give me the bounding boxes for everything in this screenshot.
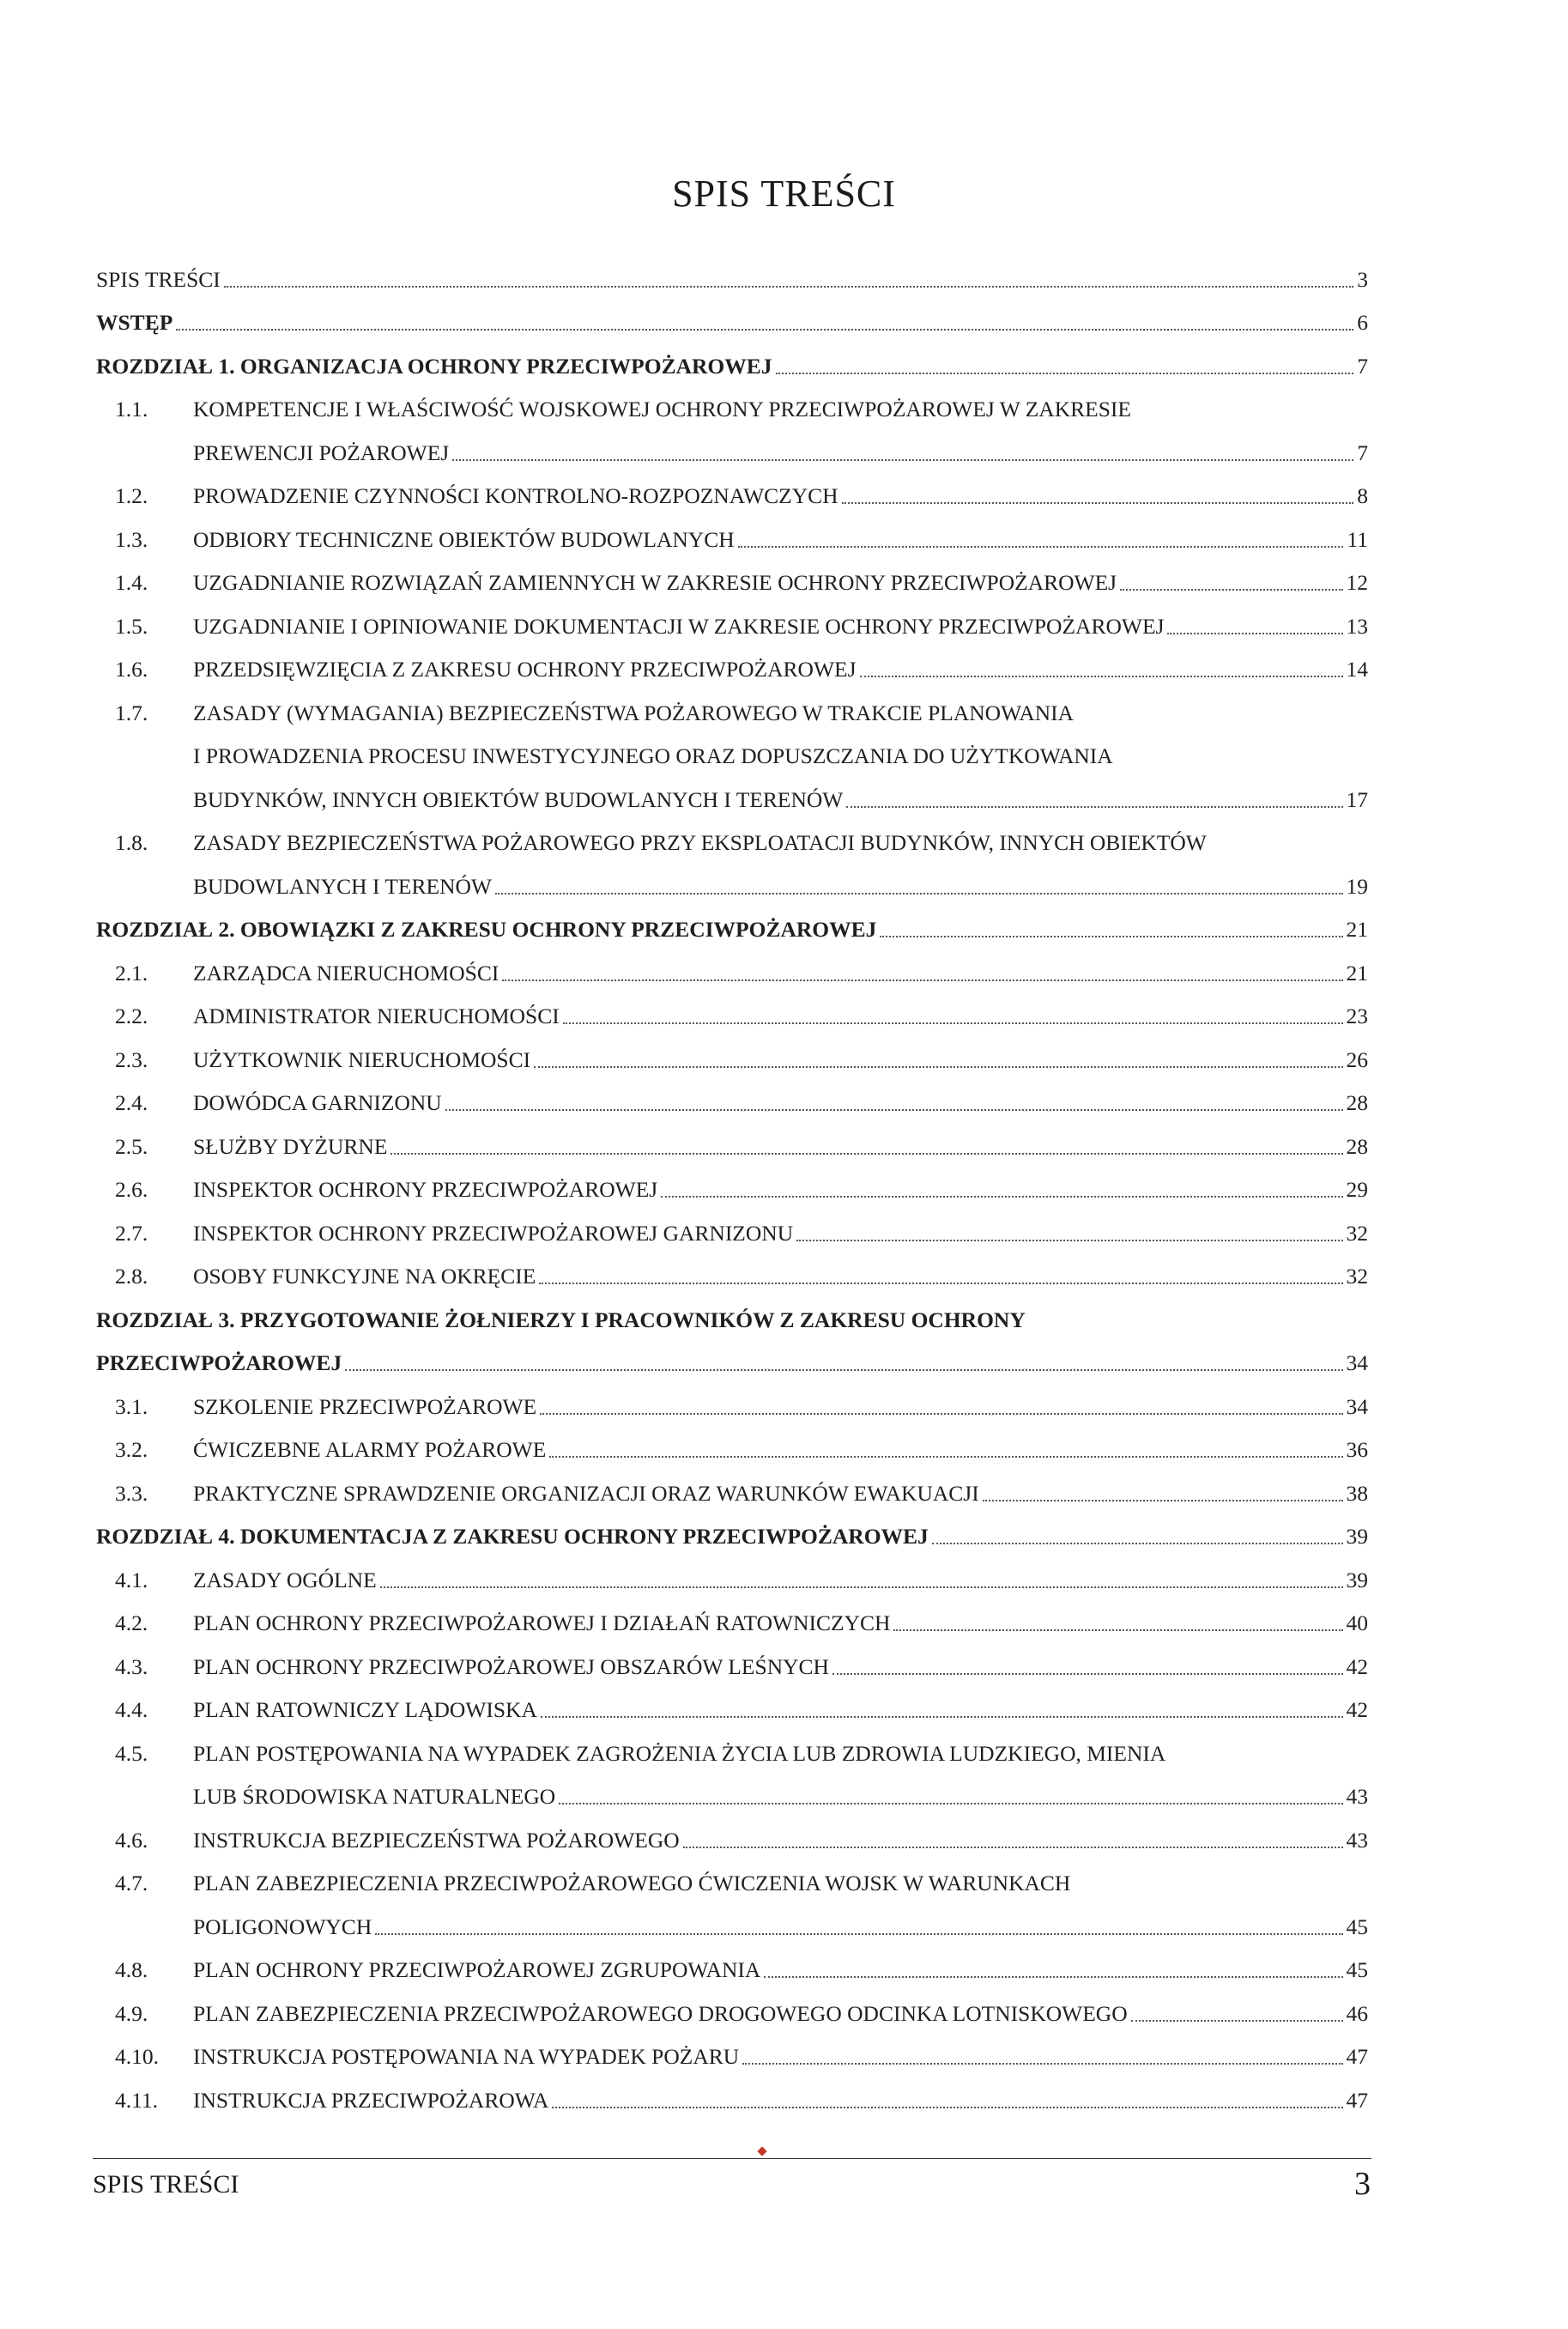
toc-entry-title: OSOBY FUNKCYJNE NA OKRĘCIE xyxy=(193,1264,536,1289)
toc-entry[interactable] xyxy=(96,466,1368,510)
toc-entry-page: 38 xyxy=(1346,1480,1368,1506)
toc-entry[interactable] xyxy=(96,1463,1368,1507)
toc-entry-title: PRAKTYCZNE SPRAWDZENIE ORGANIZACJI ORAZ WARUNKÓW EWAKUACJI xyxy=(193,1480,979,1506)
toc-entry-title: PREWENCJI POŻAROWEJ xyxy=(193,440,450,465)
toc-entry-title: DOWÓDCA GARNIZONU xyxy=(193,1090,442,1115)
toc-entry-title: PLAN ZABEZPIECZENIA PRZECIWPOŻAROWEGO DROGOWEGO ODCINKA LOTNISKOWEGO xyxy=(193,2000,1128,2026)
toc-leader-dots xyxy=(983,1500,1343,1501)
toc-entry-title: UZGADNIANIE I OPINIOWANIE DOKUMENTACJI W ZAKRESIE OCHRONY PRZECIWPOŻAROWEJ xyxy=(193,613,1165,639)
toc-entry[interactable] xyxy=(96,2070,1368,2114)
toc-entry[interactable] xyxy=(96,769,1368,813)
toc-entry-page: 45 xyxy=(1346,1914,1368,1939)
toc-entry[interactable] xyxy=(96,1203,1368,1246)
footer-rule xyxy=(93,2158,1371,2159)
toc-entry-page: 21 xyxy=(1346,917,1368,942)
toc-entry[interactable] xyxy=(96,1029,1368,1073)
toc-leader-dots xyxy=(683,1847,1343,1848)
toc-entry-title: PLAN OCHRONY PRZECIWPOŻAROWEJ I DZIAŁAŃ RATOWNICZYCH xyxy=(193,1610,891,1635)
toc-leader-dots xyxy=(390,1153,1342,1155)
toc-entry[interactable] xyxy=(96,509,1368,553)
toc-entry-page: 3 xyxy=(1357,266,1368,292)
toc-leader-dots xyxy=(375,1933,1342,1935)
toc-entry[interactable] xyxy=(96,1289,1368,1333)
toc-entry-page: 17 xyxy=(1346,786,1368,812)
toc-entry-title: ĆWICZEBNE ALARMY POŻAROWE xyxy=(193,1437,547,1462)
toc-entry-number: 4.6. xyxy=(115,1827,148,1853)
table-of-contents xyxy=(96,249,1368,2114)
footer-mark-icon xyxy=(757,2146,766,2156)
toc-entry-page: 12 xyxy=(1346,570,1368,595)
toc-entry-page: 34 xyxy=(1346,1393,1368,1419)
toc-entry-page: 42 xyxy=(1346,1653,1368,1679)
toc-entry-title: BUDOWLANYCH I TERENÓW xyxy=(193,873,492,899)
toc-entry-title: KOMPETENCJE I WŁAŚCIWOŚĆ WOJSKOWEJ OCHRONY PRZECIWPOŻAROWEJ W ZAKRESIE xyxy=(193,397,1131,422)
toc-entry-number: 2.5. xyxy=(115,1133,148,1159)
toc-entry-title: I PROWADZENIA PROCESU INWESTYCYJNEGO ORAZ DOPUSZCZANIA DO UŻYTKOWANIA xyxy=(193,743,1113,768)
toc-leader-dots xyxy=(380,1586,1343,1588)
toc-leader-dots xyxy=(893,1629,1342,1631)
toc-entry-number: 2.6. xyxy=(115,1177,148,1202)
toc-leader-dots xyxy=(539,1283,1342,1284)
toc-entry-page: 7 xyxy=(1357,353,1368,379)
toc-leader-dots xyxy=(1131,2020,1343,2022)
toc-leader-dots xyxy=(534,1066,1342,1068)
toc-leader-dots xyxy=(445,1109,1343,1111)
toc-entry-number: 2.2. xyxy=(115,1004,148,1028)
toc-entry-number: 1.1. xyxy=(115,397,148,422)
toc-entry-number: 1.8. xyxy=(115,830,148,855)
toc-entry-title: PLAN OCHRONY PRZECIWPOŻAROWEJ ZGRUPOWANIA xyxy=(193,1957,761,1982)
toc-entry[interactable] xyxy=(96,986,1368,1030)
toc-entry-title: POLIGONOWYCH xyxy=(193,1914,372,1939)
toc-entry-page: 29 xyxy=(1346,1177,1368,1202)
toc-entry-title: INSPEKTOR OCHRONY PRZECIWPOŻAROWEJ GARNIZONU xyxy=(193,1220,794,1246)
toc-leader-dots xyxy=(860,676,1343,677)
toc-entry[interactable] xyxy=(96,1723,1368,1767)
toc-entry-title: PLAN POSTĘPOWANIA NA WYPADEK ZAGROŻENIA ŻYCIA LUB ZDROWIA LUDZKIEGO, MIENIA xyxy=(193,1740,1166,1766)
toc-entry[interactable] xyxy=(96,1636,1368,1680)
toc-entry-page: 32 xyxy=(1346,1264,1368,1289)
toc-entry-number: 2.1. xyxy=(115,960,148,986)
toc-entry-title: PLAN RATOWNICZY LĄDOWISKA xyxy=(193,1697,537,1722)
toc-entry-title: PLAN ZABEZPIECZENIA PRZECIWPOŻAROWEGO ĆWICZENIA WOJSK W WARUNKACH xyxy=(193,1871,1071,1895)
toc-entry[interactable] xyxy=(96,1160,1368,1204)
toc-entry-page: 19 xyxy=(1346,873,1368,899)
toc-entry[interactable] xyxy=(96,1983,1368,2027)
toc-leader-dots xyxy=(738,546,1344,548)
toc-entry-title: SZKOLENIE PRZECIWPOŻAROWE xyxy=(193,1393,537,1419)
toc-entry[interactable] xyxy=(96,249,1368,293)
toc-entry-page: 34 xyxy=(1346,1350,1368,1375)
toc-entry-number: 4.1. xyxy=(115,1567,148,1592)
toc-entry-number: 1.5. xyxy=(115,613,148,639)
toc-leader-dots xyxy=(224,286,1353,288)
toc-entry-number: 1.6. xyxy=(115,657,148,682)
toc-entry[interactable] xyxy=(96,900,1368,943)
toc-entry[interactable] xyxy=(96,856,1368,900)
toc-entry-page: 23 xyxy=(1346,1004,1368,1028)
toc-entry[interactable] xyxy=(96,1550,1368,1593)
toc-leader-dots xyxy=(764,1976,1342,1978)
toc-entry-number: 2.3. xyxy=(115,1046,148,1072)
toc-entry[interactable] xyxy=(96,553,1368,597)
toc-entry-number: 1.2. xyxy=(115,483,148,508)
toc-entry-page: 40 xyxy=(1346,1610,1368,1635)
toc-entry-title: SŁUŻBY DYŻURNE xyxy=(193,1133,388,1159)
toc-entry-title: PLAN OCHRONY PRZECIWPOŻAROWEJ OBSZARÓW LEŚNYCH xyxy=(193,1653,829,1679)
toc-entry-page: 39 xyxy=(1346,1524,1368,1549)
toc-entry[interactable] xyxy=(96,1593,1368,1637)
toc-entry-title: BUDYNKÓW, INNYCH OBIEKTÓW BUDOWLANYCH I TERENÓW xyxy=(193,786,844,812)
toc-entry-title: PRZEDSIĘWZIĘCIA Z ZAKRESU OCHRONY PRZECIWPOŻAROWEJ xyxy=(193,657,857,682)
toc-entry[interactable] xyxy=(96,1896,1368,1940)
toc-entry[interactable] xyxy=(96,1507,1368,1550)
toc-leader-dots xyxy=(832,1673,1343,1675)
toc-entry-number: 1.3. xyxy=(115,526,148,552)
toc-entry-page: 7 xyxy=(1357,440,1368,465)
toc-entry-number: 4.8. xyxy=(115,1957,148,1982)
toc-entry[interactable] xyxy=(96,1810,1368,1853)
toc-entry-title: LUB ŚRODOWISKA NATURALNEGO xyxy=(193,1784,556,1809)
toc-leader-dots xyxy=(776,373,1354,374)
toc-entry-page: 47 xyxy=(1346,2044,1368,2069)
toc-entry[interactable] xyxy=(96,1767,1368,1810)
toc-entry-page: 26 xyxy=(1346,1046,1368,1072)
toc-entry-title: INSTRUKCJA PRZECIWPOŻAROWA xyxy=(193,2087,549,2113)
toc-leader-dots xyxy=(796,1240,1342,1241)
toc-entry[interactable] xyxy=(96,422,1368,466)
toc-leader-dots xyxy=(552,2107,1342,2108)
toc-entry-number: 4.7. xyxy=(115,1871,148,1895)
toc-entry-page: 47 xyxy=(1346,2087,1368,2113)
toc-entry-title: INSPEKTOR OCHRONY PRZECIWPOŻAROWEJ xyxy=(193,1177,658,1202)
toc-entry-title: UŻYTKOWNIK NIERUCHOMOŚCI xyxy=(193,1046,531,1072)
toc-entry-number: 4.5. xyxy=(115,1740,148,1766)
toc-entry-page: 46 xyxy=(1346,2000,1368,2026)
toc-leader-dots xyxy=(1167,633,1342,634)
toc-entry-page: 43 xyxy=(1346,1784,1368,1809)
toc-entry-page: 32 xyxy=(1346,1220,1368,1246)
toc-entry-title: ROZDZIAŁ 1. ORGANIZACJA OCHRONY PRZECIWPOŻAROWEJ xyxy=(96,353,772,379)
toc-entry-number: 4.10. xyxy=(115,2044,159,2069)
toc-entry-number: 3.2. xyxy=(115,1437,148,1462)
toc-entry[interactable] xyxy=(96,813,1368,857)
toc-entry[interactable] xyxy=(96,336,1368,379)
toc-leader-dots xyxy=(540,1413,1342,1415)
toc-entry-page: 14 xyxy=(1346,657,1368,682)
toc-leader-dots xyxy=(1120,589,1342,591)
toc-leader-dots xyxy=(846,806,1342,808)
toc-entry-title: PROWADZENIE CZYNNOŚCI KONTROLNO-ROZPOZNAWCZYCH xyxy=(193,483,838,508)
toc-leader-dots xyxy=(452,459,1353,461)
footer-title: SPIS TREŚCI xyxy=(93,2170,239,2199)
toc-entry[interactable] xyxy=(96,2027,1368,2071)
toc-entry-title: ODBIORY TECHNICZNE OBIEKTÓW BUDOWLANYCH xyxy=(193,526,735,552)
toc-leader-dots xyxy=(661,1196,1342,1198)
toc-entry-number: 3.3. xyxy=(115,1480,148,1506)
toc-entry-title: WSTĘP xyxy=(96,310,173,335)
toc-entry-title: ROZDZIAŁ 4. DOKUMENTACJA Z ZAKRESU OCHRONY PRZECIWPOŻAROWEJ xyxy=(96,1524,929,1549)
toc-entry[interactable] xyxy=(96,726,1368,770)
toc-entry[interactable] xyxy=(96,640,1368,683)
toc-leader-dots xyxy=(495,893,1343,895)
toc-entry-number: 4.2. xyxy=(115,1610,148,1635)
toc-entry-number: 2.8. xyxy=(115,1264,148,1289)
toc-leader-dots xyxy=(502,980,1342,981)
toc-entry-page: 28 xyxy=(1346,1133,1368,1159)
toc-leader-dots xyxy=(563,1022,1343,1024)
toc-entry-title: UZGADNIANIE ROZWIĄZAŃ ZAMIENNYCH W ZAKRESIE OCHRONY PRZECIWPOŻAROWEJ xyxy=(193,570,1117,595)
toc-entry-page: 21 xyxy=(1346,960,1368,986)
toc-entry[interactable] xyxy=(96,379,1368,423)
toc-entry-number: 2.4. xyxy=(115,1090,148,1115)
toc-entry-title: ROZDZIAŁ 2. OBOWIĄZKI Z ZAKRESU OCHRONY PRZECIWPOŻAROWEJ xyxy=(96,917,877,942)
toc-leader-dots xyxy=(541,1716,1343,1718)
toc-entry[interactable] xyxy=(96,1853,1368,1897)
toc-leader-dots xyxy=(176,329,1353,331)
toc-entry-title: INSTRUKCJA BEZPIECZEŃSTWA POŻAROWEGO xyxy=(193,1827,680,1853)
page-title: SPIS TREŚCI xyxy=(672,173,896,215)
toc-leader-dots xyxy=(549,1456,1342,1458)
toc-entry-number: 1.4. xyxy=(115,570,148,595)
toc-entry-page: 45 xyxy=(1346,1957,1368,1982)
toc-entry-title: ROZDZIAŁ 3. PRZYGOTOWANIE ŻOŁNIERZY I PRACOWNIKÓW Z ZAKRESU OCHRONY xyxy=(96,1307,1026,1332)
toc-entry-number: 4.9. xyxy=(115,2000,148,2026)
toc-leader-dots xyxy=(345,1369,1342,1371)
toc-entry[interactable] xyxy=(96,1680,1368,1724)
toc-entry[interactable] xyxy=(96,682,1368,726)
toc-entry-number: 4.11. xyxy=(115,2087,159,2113)
toc-entry-title: ADMINISTRATOR NIERUCHOMOŚCI xyxy=(193,1004,560,1028)
toc-entry-page: 13 xyxy=(1346,613,1368,639)
toc-entry[interactable] xyxy=(96,1420,1368,1464)
toc-entry-number: 1.7. xyxy=(115,700,148,725)
toc-entry[interactable] xyxy=(96,1246,1368,1290)
toc-entry-number: 4.3. xyxy=(115,1653,148,1679)
toc-leader-dots xyxy=(842,502,1354,504)
toc-entry[interactable] xyxy=(96,293,1368,337)
toc-entry[interactable] xyxy=(96,596,1368,640)
toc-entry-title: PRZECIWPOŻAROWEJ xyxy=(96,1350,342,1375)
toc-entry-page: 28 xyxy=(1346,1090,1368,1115)
toc-entry-page: 11 xyxy=(1347,526,1368,552)
toc-leader-dots xyxy=(880,936,1342,937)
toc-entry[interactable] xyxy=(96,1940,1368,1984)
toc-leader-dots xyxy=(742,2063,1342,2065)
toc-entry-number: 4.4. xyxy=(115,1697,148,1722)
toc-leader-dots xyxy=(932,1543,1343,1544)
toc-entry-page: 39 xyxy=(1346,1567,1368,1592)
toc-entry[interactable] xyxy=(96,1073,1368,1117)
toc-entry-title: ZASADY BEZPIECZEŃSTWA POŻAROWEGO PRZY EKSPLOATACJI BUDYNKÓW, INNYCH OBIEKTÓW xyxy=(193,830,1207,855)
toc-entry[interactable] xyxy=(96,1116,1368,1160)
toc-leader-dots xyxy=(559,1803,1342,1804)
toc-entry-title: ZARZĄDCA NIERUCHOMOŚCI xyxy=(193,960,499,986)
toc-entry-number: 3.1. xyxy=(115,1393,148,1419)
toc-entry-number: 2.7. xyxy=(115,1220,148,1246)
toc-entry-page: 8 xyxy=(1357,483,1368,508)
toc-entry-title: INSTRUKCJA POSTĘPOWANIA NA WYPADEK POŻARU xyxy=(193,2044,740,2069)
toc-entry-title: ZASADY (WYMAGANIA) BEZPIECZEŃSTWA POŻAROWEGO W TRAKCIE PLANOWANIA xyxy=(193,700,1075,725)
toc-entry-page: 36 xyxy=(1346,1437,1368,1462)
toc-entry-page: 6 xyxy=(1357,310,1368,335)
toc-entry[interactable] xyxy=(96,1333,1368,1377)
toc-entry-title: ZASADY OGÓLNE xyxy=(193,1567,377,1592)
toc-entry[interactable] xyxy=(96,1376,1368,1420)
toc-entry-title: SPIS TREŚCI xyxy=(96,266,221,292)
footer-page-number: 3 xyxy=(1354,2166,1371,2202)
toc-entry[interactable] xyxy=(96,943,1368,986)
toc-entry-page: 43 xyxy=(1346,1827,1368,1853)
toc-entry-page: 42 xyxy=(1346,1697,1368,1722)
